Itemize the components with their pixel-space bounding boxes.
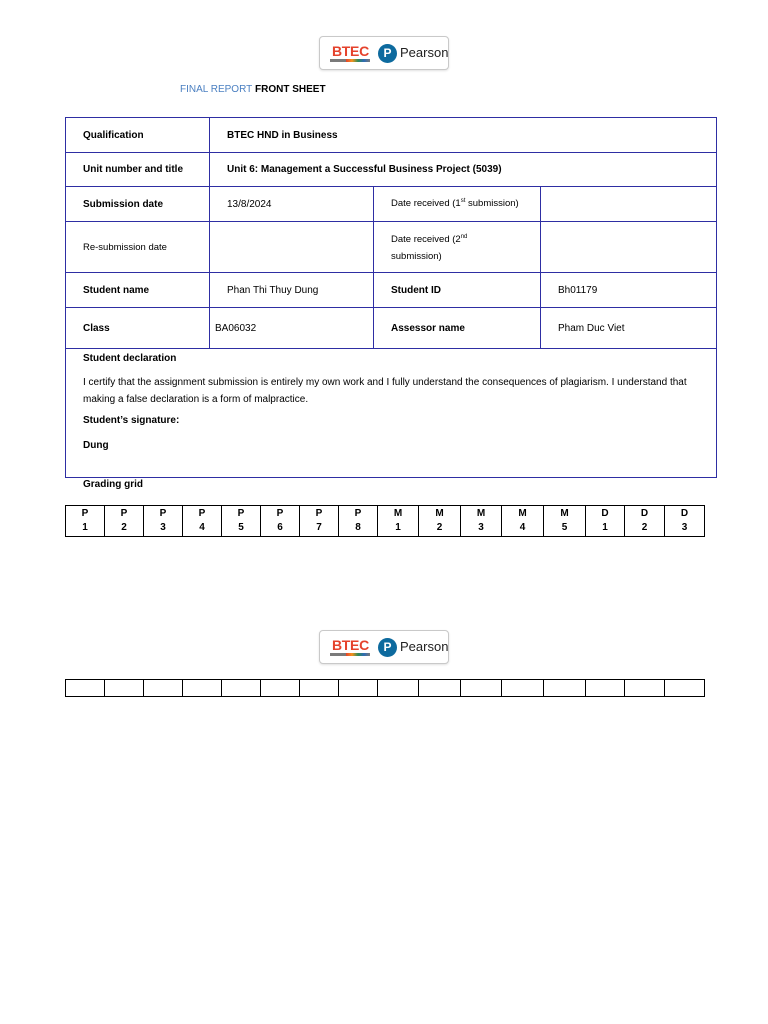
grade-letter: M [560,508,569,519]
grade-number: 2 [436,522,443,533]
class-label: Class [66,308,210,349]
grade-letter: P [159,508,167,519]
date-received-1-sup: st [460,198,466,205]
grade-cell [222,506,261,537]
grade-letter: D [640,508,649,519]
empty-grade-cell [222,680,261,697]
grade-cell [183,506,222,537]
grade-number: 2 [641,522,648,533]
grade-letter: M [435,508,444,519]
date-received-1-suffix: submission) [465,198,519,210]
grade-number: 3 [160,522,166,533]
qualification-label: Qualification [66,118,210,153]
grade-number: 6 [277,522,283,533]
empty-grade-cell [339,680,378,697]
date-received-2-prefix: Date received (2 [391,234,461,246]
row-resubmission [66,222,717,273]
declaration-cell [66,349,717,478]
empty-grade-cell [66,680,105,697]
empty-grade-cell [300,680,339,697]
date-received-1-value [541,187,717,222]
empty-grade-cell [419,680,461,697]
grade-number: 1 [395,522,401,533]
student-name-value: Phan Thi Thuy Dung [210,273,374,308]
grading-grid-title: Grading grid [83,479,143,490]
grade-letter: P [120,508,128,519]
unit-value: Unit 6: Management a Successful Business Project (5039) [210,153,717,187]
grade-cell [339,506,378,537]
class-value: BA06032 [210,308,374,349]
grade-letter: D [601,508,609,519]
page-title [180,84,326,95]
grade-number: 2 [121,522,127,533]
empty-grade-cell [625,680,665,697]
grade-letter: D [680,508,689,519]
resubmission-label: Re-submission date [66,222,210,273]
pearson-logo-text: Pearson [400,45,449,60]
resubmission-value [210,222,374,273]
grade-cell [378,506,419,537]
title-final-report: FINAL REPORT [180,84,253,95]
grade-letter: M [518,508,527,519]
grade-cell [625,506,665,537]
empty-grade-cell [105,680,144,697]
empty-grade-cell [378,680,419,697]
grade-cell [144,506,183,537]
assessor-value: Pham Duc Viet [541,308,717,349]
pearson-logo-text: Pearson [400,639,449,654]
student-id-label: Student ID [374,273,541,308]
grade-letter: P [198,508,206,519]
grade-cell [300,506,339,537]
qualification-value: BTEC HND in Business [210,118,717,153]
grade-number: 5 [238,522,244,533]
grade-cell [461,506,502,537]
empty-grade-cell [461,680,502,697]
row-submission [66,187,717,222]
date-received-1-prefix: Date received (1 [391,198,461,210]
grading-grid-row [66,506,705,537]
btec-logo-text: BTEC [332,637,369,653]
grade-letter: P [315,508,323,519]
row-unit [66,153,717,187]
grade-cell [105,506,144,537]
grade-letter: P [354,508,362,519]
assessor-label: Assessor name [374,308,541,349]
date-received-2-suffix: submission) [391,251,442,263]
empty-grade-cell [665,680,705,697]
pearson-mark-icon: P [378,44,397,63]
row-class [66,308,717,349]
grade-number: 1 [82,522,88,533]
row-student [66,273,717,308]
submission-date-value: 13/8/2024 [210,187,374,222]
declaration-text: I certify that the assignment submission is entirely my own work and I fully understand the consequences of plagiarism. I understand that making a false declaration is a form of malpractice. [83,377,687,405]
btec-pearson-logo-2 [319,630,449,664]
grading-grid-table [65,505,705,537]
student-name-label: Student name [66,273,210,308]
empty-grade-cell [144,680,183,697]
empty-grading-grid-table [65,679,705,697]
empty-grading-grid-row [66,680,705,697]
btec-logo-text: BTEC [332,43,369,59]
date-received-1-label [374,187,541,222]
grade-cell [586,506,625,537]
grade-number: 5 [561,522,568,533]
btec-logo-underline [330,59,370,62]
date-received-2-label [374,222,541,273]
row-declaration [66,349,717,478]
grade-cell [419,506,461,537]
row-qualification [66,118,717,153]
grade-letter: M [393,508,403,519]
date-received-2-value [541,222,717,273]
grade-cell [502,506,544,537]
grade-number: 3 [681,522,688,533]
btec-logo-underline [330,653,370,656]
grade-cell [544,506,586,537]
empty-grade-cell [586,680,625,697]
empty-grade-cell [544,680,586,697]
grade-letter: P [237,508,245,519]
unit-label: Unit number and title [66,153,210,187]
empty-grade-cell [261,680,300,697]
student-signature: Dung [83,440,109,451]
grade-letter: M [476,508,486,519]
signature-label: Student’s signature: [83,415,180,426]
grade-number: 7 [316,522,322,533]
grade-cell [66,506,105,537]
submission-date-label: Submission date [66,187,210,222]
grade-number: 8 [355,522,361,533]
grade-cell [665,506,705,537]
empty-grade-cell [502,680,544,697]
grade-number: 3 [478,522,484,533]
grade-cell [261,506,300,537]
btec-pearson-logo [319,36,449,70]
front-sheet-table [65,117,717,478]
title-front-sheet: FRONT SHEET [255,84,326,95]
grade-letter: P [81,508,89,519]
student-id-value: Bh01179 [541,273,717,308]
grade-number: 4 [199,522,205,533]
grade-number: 1 [602,522,608,533]
grade-letter: P [276,508,284,519]
empty-grade-cell [183,680,222,697]
pearson-mark-icon: P [378,638,397,657]
declaration-title: Student declaration [83,353,177,364]
date-received-2-sup: nd [460,233,468,240]
grade-number: 4 [519,522,526,533]
